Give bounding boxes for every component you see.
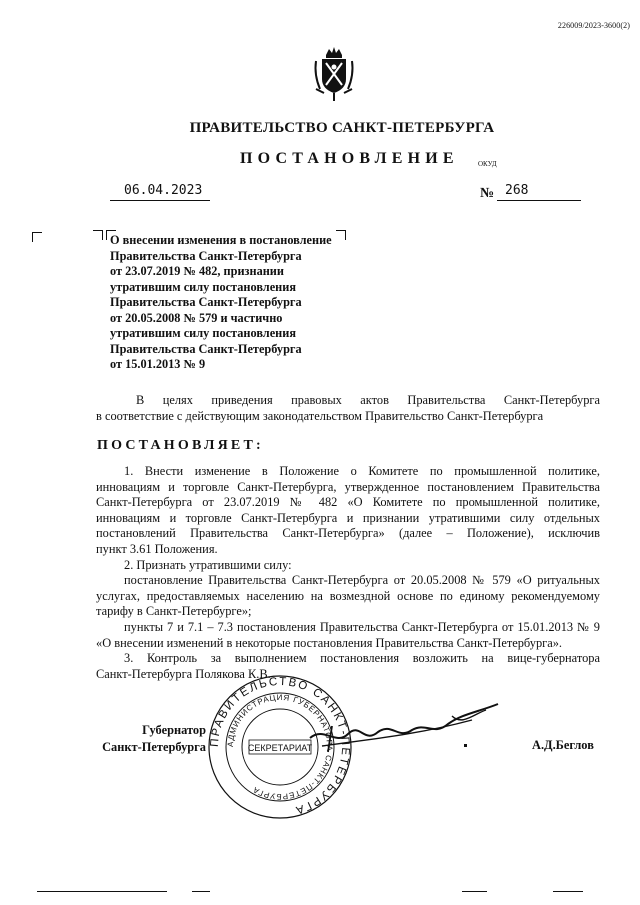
subject-line: от 20.05.2008 № 579 и частично — [110, 310, 283, 325]
signatory-name: А.Д.Беглов — [532, 738, 594, 752]
subject-line: Правительства Санкт-Петербурга — [110, 341, 302, 356]
subject-line: Правительства Санкт-Петербурга — [110, 295, 302, 309]
paragraph-3-line: Санкт-Петербурга Полякова К.В. — [96, 666, 271, 681]
position-line: Санкт-Петербурга — [102, 740, 206, 754]
paragraph-1-line: Санкт-Петербурга от 23.07.2019 № 482 «О Комитете по промышленной политике, — [96, 495, 600, 510]
okud-label: ОКУД — [478, 160, 497, 168]
preamble-line: В целях приведения правовых актов Правительства Санкт-Петербурга — [136, 393, 600, 407]
subject-line: О внесении изменения в постановление — [110, 233, 332, 247]
government-name: ПРАВИТЕЛЬСТВО САНКТ-ПЕТЕРБУРГА — [189, 120, 495, 136]
subject-line: Правительства Санкт-Петербурга — [110, 248, 302, 263]
paragraph-2-item: услугах, предоставляемых населению на возмездной основе по единому рекомендуемому — [96, 588, 600, 603]
paragraph-2-item: «О внесении изменений в некоторые постановления Правительства Санкт-Петербурга». — [96, 635, 563, 650]
paragraph-3-line: 3. Контроль за выполнением постановления возложить на вице-губернатора — [124, 651, 600, 666]
subject-line: от 23.07.2019 № 482, признании — [110, 264, 284, 278]
signatory-position — [96, 722, 206, 756]
number-sign: № — [480, 186, 495, 201]
paragraph-2-item: пункты 7 и 7.1 – 7.3 постановления Правительства Санкт-Петербурга от 15.01.2013 № 9 — [124, 619, 600, 634]
decree-subject — [110, 233, 360, 373]
svg-text:АДМИНИСТРАЦИЯ ГУБЕРНАТОРА САНК: АДМИНИСТРАЦИЯ ГУБЕРНАТОРА САНКТ-ПЕТЕРБУРГА — [225, 692, 335, 802]
position-line: Губернатор — [142, 723, 206, 737]
footer-rule — [192, 891, 210, 892]
preamble — [96, 393, 600, 424]
footer-rule — [37, 891, 167, 892]
resolves-heading: ПОСТАНОВЛЯЕТ: — [97, 438, 264, 453]
subject-line: утратившим силу постановления — [110, 326, 296, 340]
paragraph-2-heading: 2. Признать утратившими силу: — [124, 557, 292, 572]
document-registration-number: 226009/2023-3600(2) — [557, 21, 630, 30]
signature-mark — [464, 744, 467, 747]
paragraph-1-line: постановлений Правительства Санкт-Петербурга» (далее – Положение), исключив — [96, 526, 600, 541]
handwritten-signature — [302, 696, 502, 756]
subject-line: от 15.01.2013 № 9 — [110, 357, 206, 371]
svg-text:СЕКРЕТАРИАТ: СЕКРЕТАРИАТ — [247, 743, 313, 753]
paragraph-2-item: тарифу в Санкт-Петербурге»; — [96, 604, 252, 619]
paragraph-1-line: инновациям и торговле Санкт-Петербурга и признании утратившими силу отдельных — [96, 510, 600, 525]
footer-rule — [462, 891, 487, 892]
paragraph-1-line: инновациям и торговле Санкт-Петербурга, утвержденное постановлением Правительства — [96, 479, 600, 494]
paragraph-1-line: 1. Внести изменение в Положение о Комитете по промышленной политике, — [124, 464, 600, 478]
footer-rule — [553, 891, 583, 892]
decree-date: 06.04.2023 — [110, 183, 210, 201]
corner-bracket-mark — [32, 232, 42, 242]
corner-bracket-mark — [93, 230, 103, 240]
body-text — [96, 464, 600, 682]
decree-title: ПОСТАНОВЛЕНИЕ — [240, 150, 459, 167]
subject-line: утратившим силу постановления — [110, 279, 296, 294]
decree-number: 268 — [497, 183, 581, 201]
preamble-line: в соответствие с действующим законодательством Правительство Санкт-Петербурга — [96, 408, 544, 423]
svg-text:ПРАВИТЕЛЬСТВО САНКТ-ПЕТЕРБУРГА: ПРАВИТЕЛЬСТВО САНКТ-ПЕТЕРБУРГА — [208, 675, 352, 817]
paragraph-1-line: пункт 3.61 Положения. — [96, 541, 218, 556]
coat-of-arms-icon — [312, 45, 356, 103]
paragraph-2-item: постановление Правительства Санкт-Петербурга от 20.05.2008 № 579 «О ритуальных — [124, 573, 600, 588]
